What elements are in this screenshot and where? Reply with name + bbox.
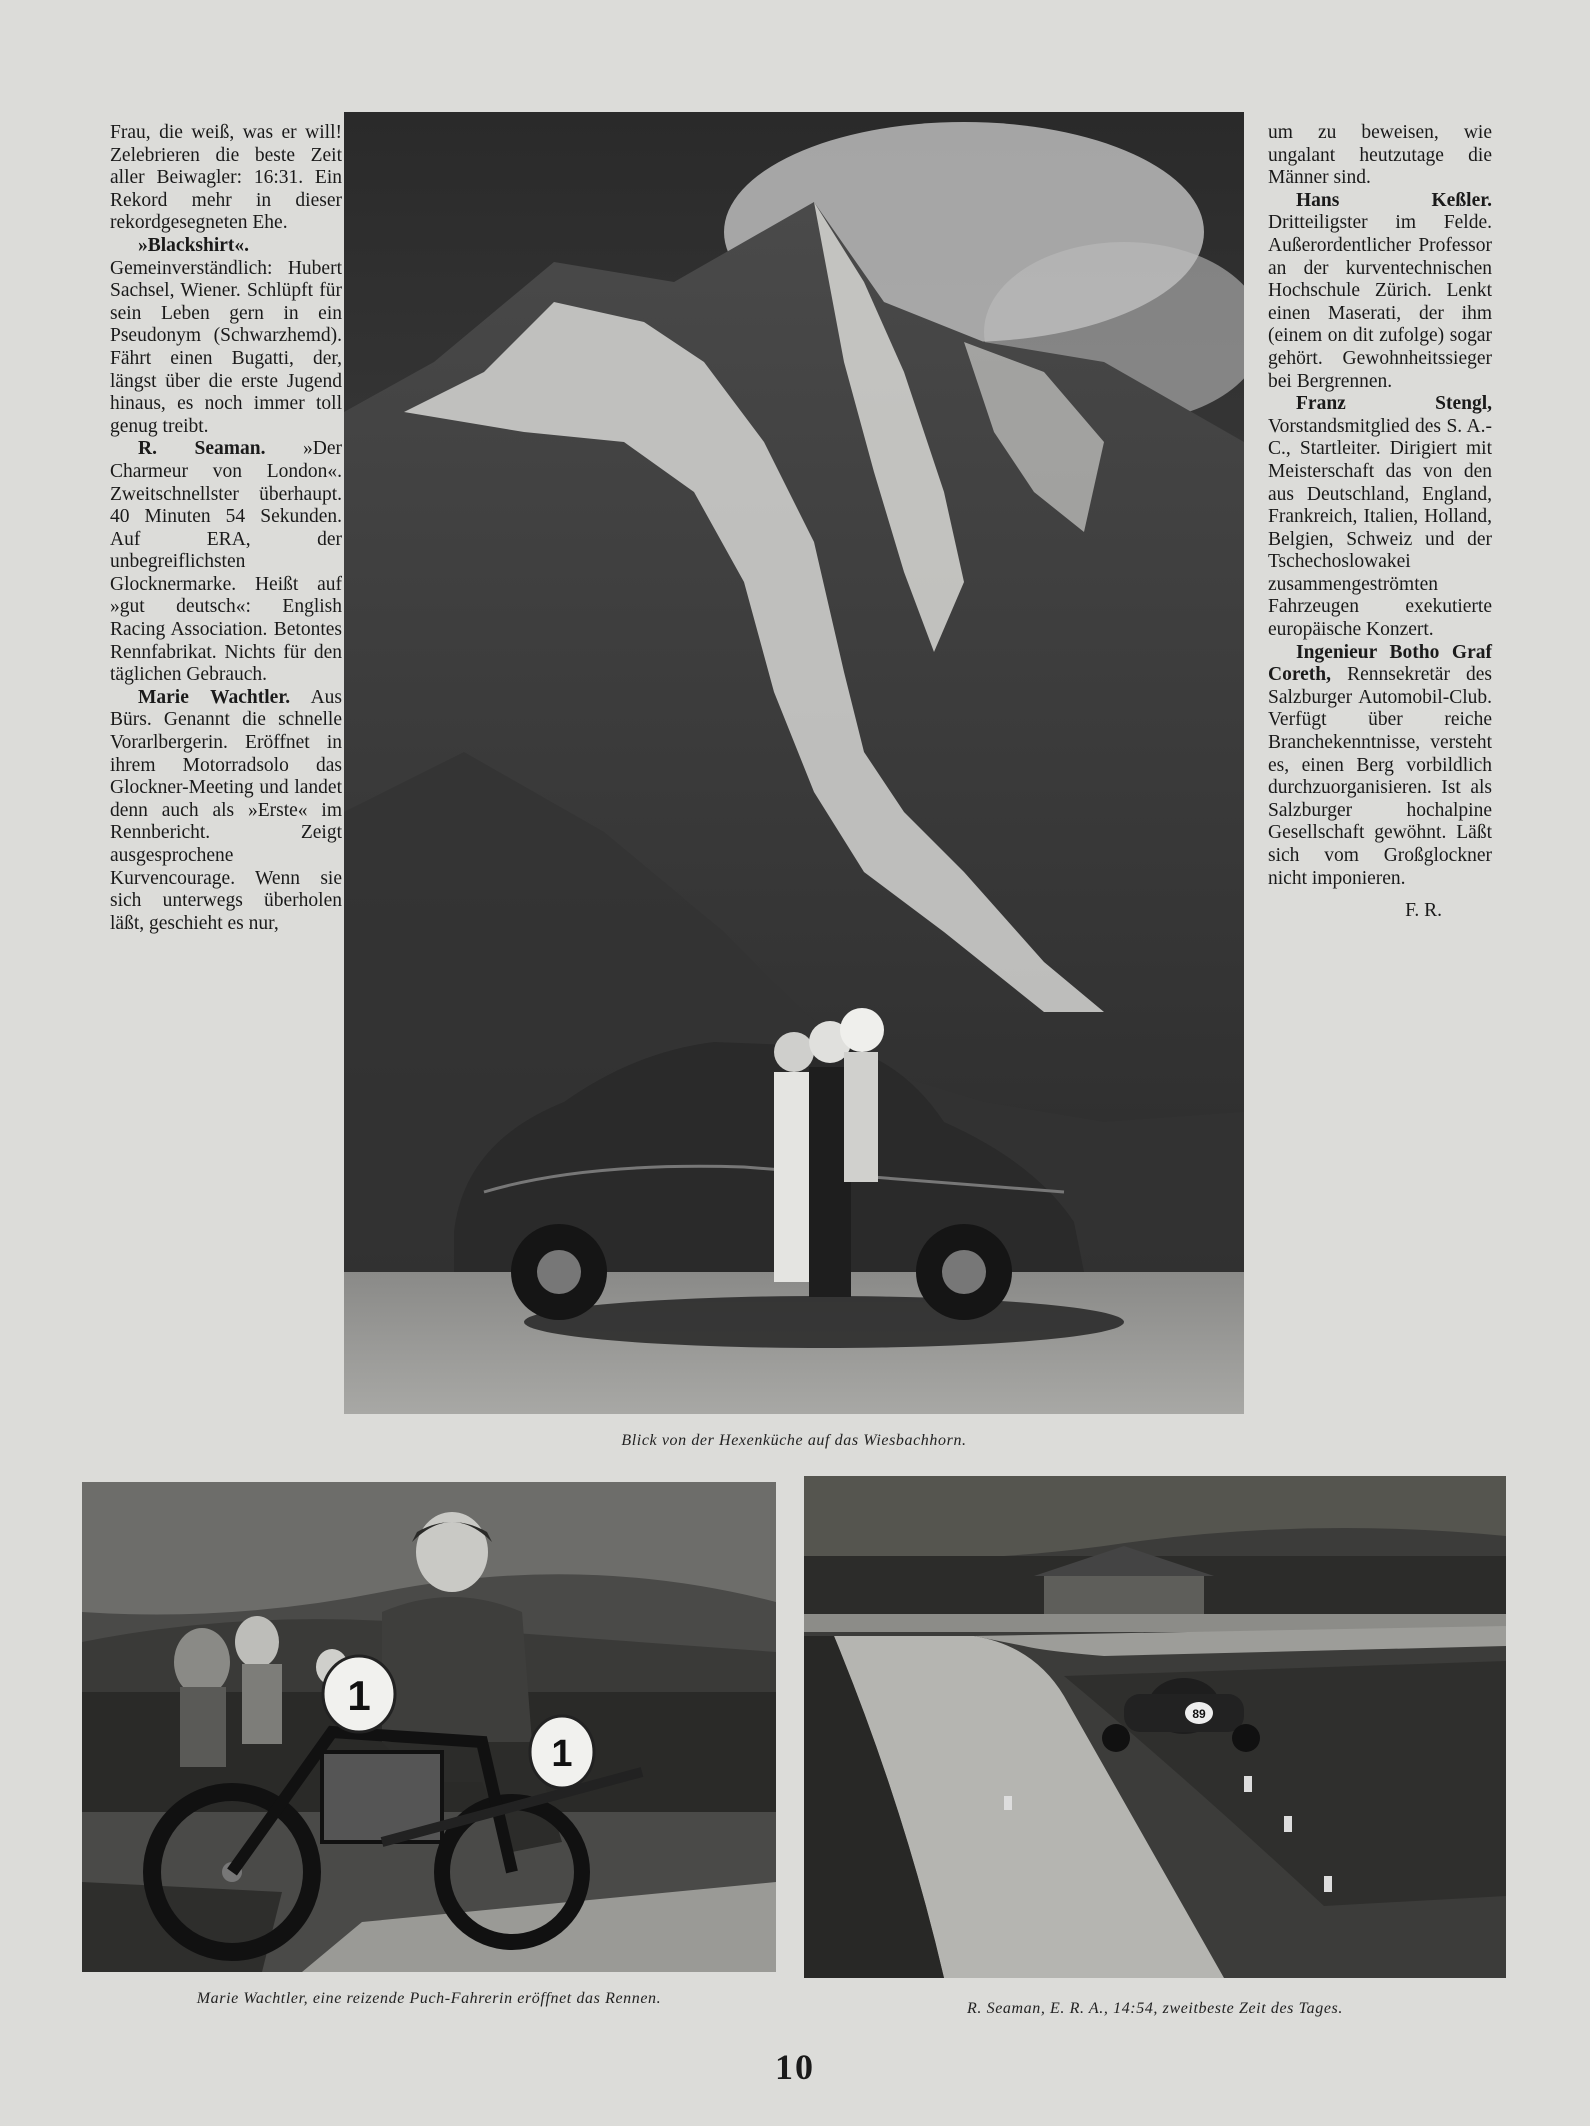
motorcycle-side-number: 1 <box>551 1733 573 1775</box>
right-paragraph-4 <box>1268 642 1492 891</box>
author-signature: F. R. <box>1405 900 1442 922</box>
entry-text-blackshirt: Gemeinverständlich: Hubert Sachsel, Wiener. Schlüpft für sein Leben gern in ein Pseudonym (Schwarzhemd). Fährt einen Bugatti, der, längst über die erste Jugend hinaus, es noch immer toll genug treibt. <box>110 257 342 437</box>
left-paragraph-2 <box>110 235 342 438</box>
right-paragraph-2 <box>1268 190 1492 393</box>
race-photo-caption: R. Seaman, E. R. A., 14:54, zweitbeste Zeit des Tages. <box>967 2000 1343 2017</box>
entry-name-blackshirt: »Blackshirt«. <box>138 234 250 256</box>
entry-name-kessler: Hans Keßler. <box>1296 189 1492 211</box>
left-text-column <box>110 122 342 935</box>
entry-text-wachtler: Aus Bürs. Genannt die schnelle Vorarlbergerin. Eröffnet in ihrem Motorradsolo das Glockner-Meeting und landet denn auch als »Erste« im Rennbericht. Zeigt ausgesprochene Kurvencourage. Wenn sie sich unterwegs überholen läßt, geschieht es nur, <box>110 686 342 934</box>
mountain-car-illustration <box>344 112 1244 1414</box>
entry-text-coreth: Rennsekretär des Salzburger Automobil-Club. Verfügt über reiche Branchekenntnisse, versteht es, einen Berg vorbildlich durchzuorganisieren. Ist als Salzburger hochalpine Gesellschaft gewöhnt. Läßt sich vom Großglockner nicht imponieren. <box>1268 664 1492 889</box>
right-paragraph-3 <box>1268 393 1492 642</box>
right-text-column <box>1268 122 1492 923</box>
entry-name-stengl: Franz Stengl, <box>1296 393 1492 415</box>
left-paragraph-4 <box>110 687 342 936</box>
entry-name-coreth: Ingenieur Botho Graf Coreth, <box>1268 641 1492 686</box>
motorcycle-front-number: 1 <box>347 1672 371 1719</box>
race-car-illustration <box>804 1476 1506 1978</box>
motorcycle-photo-caption: Marie Wachtler, eine reizende Puch-Fahrerin eröffnet das Rennen. <box>196 1990 662 2007</box>
entry-text-kessler: Dritteiligster im Felde. Außerordentlicher Professor an der kurventechnischen Hochschule Zürich. Lenkt einen Maserati, der ihm (einem on dit zufolge) sogar gehört. Gewohnheitssieger bei Bergrennen. <box>1268 212 1492 392</box>
motorcycle-photo <box>82 1482 776 1972</box>
motorcycle-illustration <box>82 1482 776 1972</box>
main-photo-caption: Blick von der Hexenküche auf das Wiesbachhorn. <box>621 1432 967 1449</box>
left-paragraph-1: Frau, die weiß, was er will! Zelebrieren die beste Zeit aller Beiwagler: 16:31. Ein Rekord mehr in dieser rekordgesegneten Ehe. <box>110 122 342 234</box>
entry-name-seaman: R. Seaman. <box>138 438 266 460</box>
entry-name-wachtler: Marie Wachtler. <box>138 686 291 708</box>
race-car-number: 89 <box>1192 1707 1206 1721</box>
entry-text-seaman: »Der Charmeur von London«. Zweitschnellster überhaupt. 40 Minuten 54 Sekunden. Auf ERA, der unbegreiflichsten Glocknermarke. Heißt auf »gut deutsch«: English Racing Association. Betontes Rennfabrikat. Nichts für den täglichen Gebrauch. <box>110 438 342 686</box>
entry-text-stengl: Vorstandsmitglied des S. A.-C., Startleiter. Dirigiert mit Meisterschaft das von den aus Deutschland, England, Frankreich, Italien, Holland, Belgien, Schweiz und der Tschechoslowakei zusammengeströmten Fahrzeugen exekutierte europäische Konzert. <box>1268 415 1492 641</box>
right-paragraph-1: um zu beweisen, wie ungalant heutzutage die Männer sind. <box>1268 122 1492 189</box>
mountain-car-photo <box>344 112 1244 1414</box>
page-number: 10 <box>775 2047 815 2087</box>
left-paragraph-3 <box>110 438 342 687</box>
race-car-photo <box>804 1476 1506 1978</box>
